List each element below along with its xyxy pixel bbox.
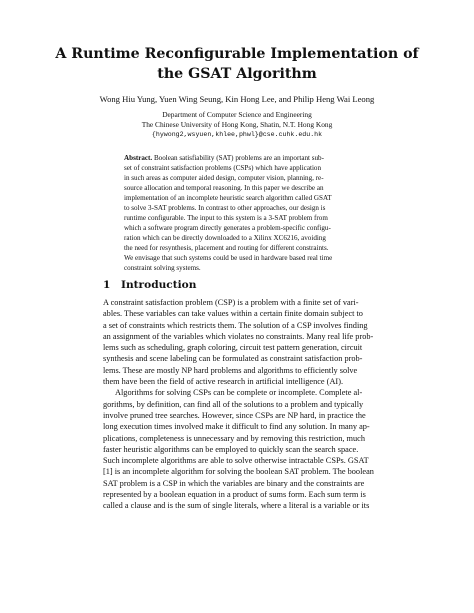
university: The Chinese University of Hong Kong, Shatin, N.T. Hong Kong [141,120,333,129]
body-line: involve pruned tree searches. However, since CSPs are NP hard, in practice the [103,410,366,420]
abstract-line: runtime configurable. The input to this system is a 3-SAT problem from [124,214,328,222]
abstract-line: in such areas as computer aided design, computer vision, planning, re- [124,174,324,182]
abstract-label: Abstract. [124,154,153,162]
department: Department of Computer Science and Engineering [162,110,312,119]
abstract-line: constraint solving systems. [124,264,201,272]
abstract-line [124,153,352,163]
abstract-line: to solve 3-SAT problems. In contrast to other approaches, our design is [124,204,326,212]
body-line: Such incomplete algorithms are able to solve otherwise intractable CSPs. GSAT [103,456,369,466]
section-number: 1 [103,279,111,291]
body-line: ables. These variables can take values within a certain finite domain subject to [103,309,363,319]
abstract-line: source allocation and temporal reasoning. In this paper we describe an [124,184,324,192]
abstract-line: implementation of an incomplete heuristic search algorithm called GSAT [124,194,332,202]
abstract-line: ration which can be directly downloaded to a Xilinx XC6216, avoiding [124,234,326,242]
section-heading [103,278,373,292]
body-line: A constraint satisfaction problem (CSP) is a problem with a finite set of vari- [103,298,359,307]
body-line: lems. These are mostly NP hard problems and algorithms to efficiently solve [103,365,358,375]
body-line: lems such as scheduling, graph coloring, circuit test pattern generation, circuit [103,343,363,353]
section-title: Introduction [121,279,197,291]
abstract-line: which a software program directly generates a problem-specific configu- [124,224,331,232]
title-line: the GSAT Algorithm [157,66,317,82]
title-line: A Runtime Reconfigurable Implementation of [55,46,419,62]
affiliation [0,110,474,140]
body-line: an assignment of the variables which violates no constraints. Many real life prob- [103,331,374,341]
body-line: them have been the field of active research in artificial intelligence (AI). [103,377,344,387]
body-text [103,297,373,512]
abstract-text: Boolean satisfiability (SAT) problems are an important sub- [153,154,324,162]
body-line: plications, completeness is unnecessary and by removing this restriction, much [103,433,365,443]
author-list: Wong Hiu Yung, Yuen Wing Seung, Kin Hong Lee, and Philip Heng Wai Leong [99,94,375,104]
body-line: long execution times involved make it difficult to find any solution. In many ap- [103,422,370,432]
abstract-line: the need for resynthesis, placement and routing for different constraints. [124,244,329,252]
body-line: gorithms, by definition, can find all of the solutions to a problem and typically [103,399,364,409]
abstract-line: set of constraint satisfaction problems (CSPs) which have application [124,164,322,172]
body-line: synthesis and scene labeling can be formulated as constraint satisfaction prob- [103,354,363,364]
abstract-line: We envisage that such systems could be used in hardware based real time [124,254,333,262]
body-line: SAT problem is a CSP in which the variables are binary and the constraints are [103,478,365,488]
body-line: Algorithms for solving CSPs can be complete or incomplete. Complete al- [115,388,363,398]
body-line: represented by a boolean equation in a product of sums form. Each sum term is [103,490,366,500]
abstract [124,153,352,273]
body-line: a set of constraints which restricts them. The solution of a CSP involves finding [103,320,368,330]
body-line: faster heuristic algorithms can be employed to quickly scan the search space. [103,444,359,454]
body-line: [1] is an incomplete algorithm for solving the boolean SAT problem. The boolean [103,467,374,477]
body-line: called a clause and is the sum of single literals, where a literal is a variable or its [103,501,370,511]
paper-title [0,44,474,84]
author-emails: {hywong2,wsyuen,khlee,phwl}@cse.cuhk.edu.hk [151,131,323,138]
